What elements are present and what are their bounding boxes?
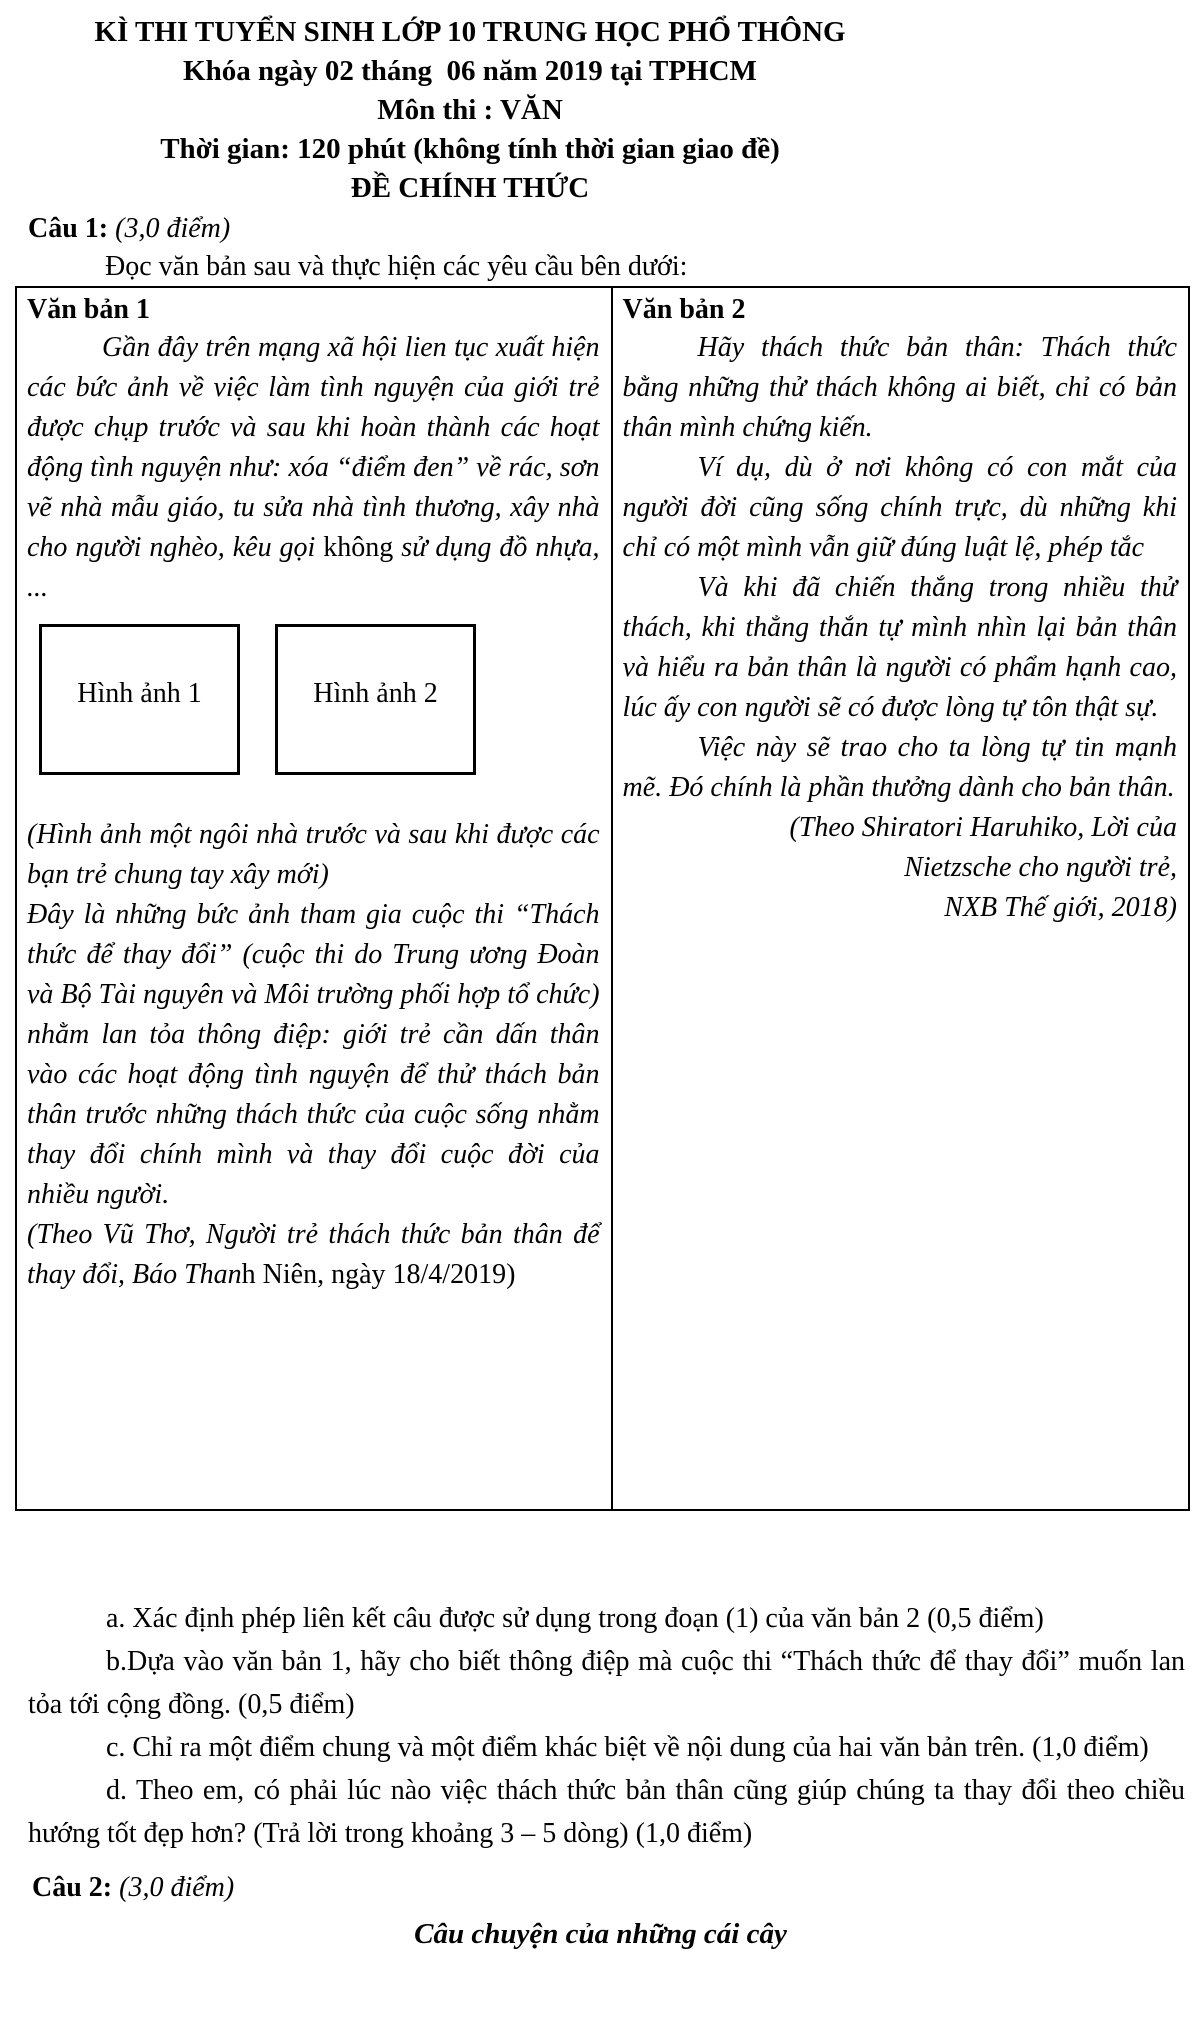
reading-texts-table [15,286,1190,1511]
exam-session-date: Khóa ngày 02 tháng 06 năm 2019 tại TPHCM [183,55,757,87]
exam-official-label: ĐỀ CHÍNH THỨC [350,172,590,204]
subquestion-a: a. Xác định phép liên kết câu được sử dụng trong đoạn (1) của văn bản 2 (0,5 điểm) [106,1603,1044,1634]
image-placeholder-1-label: Hình ảnh 1 [77,677,202,709]
essay-title: Câu chuyện của những cái cây [414,1918,787,1950]
vanban2-source [623,808,1177,928]
vanban2-paragraph1: Hãy thách thức bản thân: Thách thức bằng những thử thách không ai biết, chỉ có bản thân mình chứng kiến. [622,332,1177,443]
subquestion-b: b.Dựa vào văn bản 1, hãy cho biết thông điệp mà cuộc thi “Thách thức để thay đổi” muốn lan tỏa tới cộng đồng. (0,5 điểm) [28,1646,1185,1720]
question2-heading [32,1869,1201,1907]
question1-instruction: Đọc văn bản sau và thực hiện các yêu cầu bên dưới: [105,251,688,282]
question1-heading [28,210,1201,248]
vanban1-title: Văn bản 1 [27,294,150,325]
vanban1-source-italic-part: (Theo Vũ Thơ, Người trẻ thách thức bản thân để thay đổi, Báo Than [27,1219,600,1290]
vanban2-paragraph3: Và khi đã chiến thắng trong nhiều thử thách, khi thẳng thắn tự mình nhìn lại bản thân và hiểu ra bản thân là người có phẩm hạnh cao, lúc ấy con người sẽ có được lòng tự tôn thật sự. [622,572,1177,723]
image-placeholder-1 [39,624,240,775]
exam-duration: Thời gian: 120 phút (không tính thời gian giao đề) [160,133,780,165]
vanban1-paragraph1-italic-part2: sử dụng đồ nhựa, ... [27,532,600,603]
vanban1-paragraph1 [27,328,600,608]
vanban1-image-caption: (Hình ảnh một ngôi nhà trước và sau khi được các bạn trẻ chung tay xây mới) [27,819,600,890]
question2-points: (3,0 điểm) [119,1872,235,1903]
vanban2-source-line3: NXB Thế giới, 2018) [944,892,1177,923]
vanban2-title: Văn bản 2 [622,294,746,325]
image-placeholder-2 [275,624,476,775]
vanban1-source-upright-part: h Niên, ngày 18/4/2019) [241,1259,516,1290]
vanban2-source-line1: (Theo Shiratori Haruhiko, Lời của [789,812,1177,843]
vanban2-cell [612,287,1189,1510]
question1-points: (3,0 điểm) [115,213,231,244]
table-row [16,287,1189,1510]
vanban1-paragraph1-upright-part: không [323,532,402,563]
question1-label: Câu 1: [28,213,109,244]
image-placeholder-2-label: Hình ảnh 2 [313,677,438,709]
exam-header [0,0,940,208]
question2-label: Câu 2: [32,1872,113,1903]
vanban2-paragraph4: Việc này sẽ trao cho ta lòng tự tin mạnh mẽ. Đó chính là phần thưởng dành cho bản thân. [622,732,1177,803]
exam-subject: Môn thi : VĂN [377,94,563,126]
vanban1-paragraph1-italic-part: Gần đây trên mạng xã hội lien tục xuất hiện các bức ảnh về việc làm tình nguyện của giới trẻ được chụp trước và sau khi hoàn thành các hoạt động tình nguyện như: xóa “điểm đen” về rác, sơn vẽ nhà mẫu giáo, tu sửa nhà tình thương, xây nhà cho người nghèo, kêu gọi [27,332,600,563]
subquestions-section [28,1597,1185,1855]
vanban1-source [27,1215,600,1295]
image-placeholders-row [27,624,600,775]
subquestion-c: c. Chỉ ra một điểm chung và một điểm khác biệt về nội dung của hai văn bản trên. (1,0 điểm) [106,1732,1149,1763]
vanban1-cell [16,287,612,1510]
subquestion-d: d. Theo em, có phải lúc nào việc thách thức bản thân cũng giúp chúng ta thay đổi theo chiều hướng tốt đẹp hơn? (Trả lời trong khoảng 3 – 5 dòng) (1,0 điểm) [28,1775,1185,1849]
vanban2-source-line2: Nietzsche cho người trẻ, [904,852,1177,883]
vanban2-paragraph2: Ví dụ, dù ở nơi không có con mắt của người đời cũng sống chính trực, dù những khi chỉ có một mình vẫn giữ đúng luật lệ, phép tắc [622,452,1177,563]
vanban1-paragraph2: Đây là những bức ảnh tham gia cuộc thi “Thách thức để thay đổi” (cuộc thi do Trung ương Đoàn và Bộ Tài nguyên và Môi trường phối hợp tổ chức) nhằm lan tỏa thông điệp: giới trẻ cần dấn thân vào các hoạt động tình nguyện để thử thách bản thân trước những thách thức của cuộc sống nhằm thay đổi chính mình và thay đổi cuộc đời của nhiều người. [27,899,600,1210]
exam-title: KÌ THI TUYỂN SINH LỚP 10 TRUNG HỌC PHỔ THÔNG [94,16,846,48]
